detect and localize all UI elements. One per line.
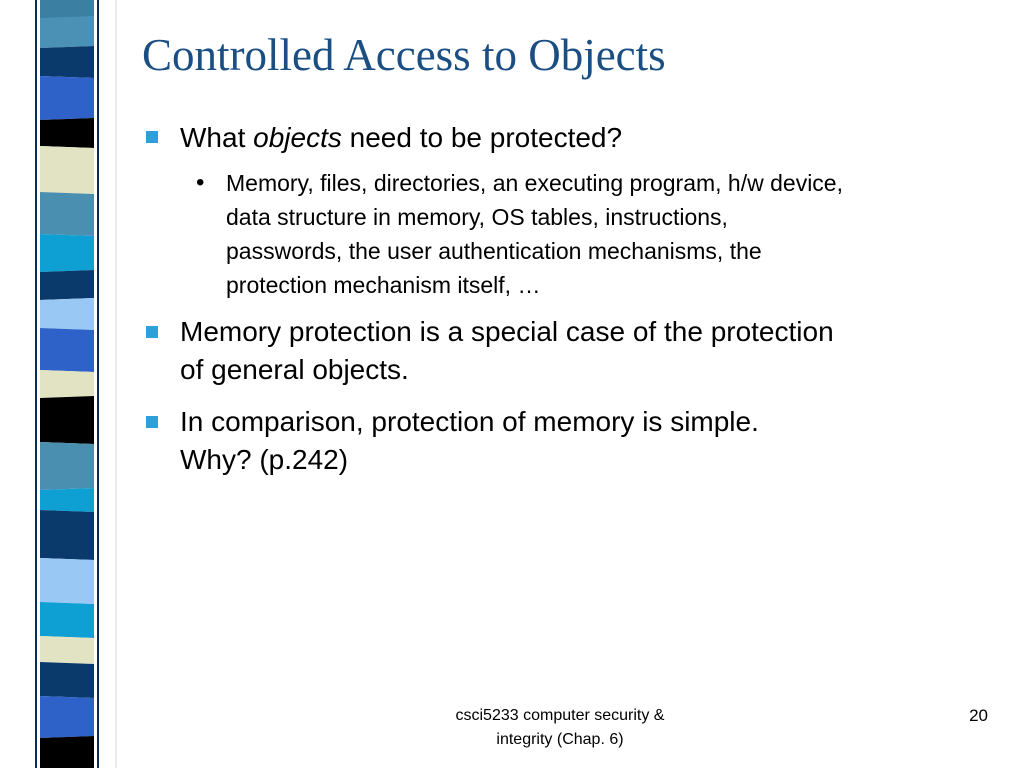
sub-bullet-marker: •	[196, 169, 205, 196]
footer-course-line: csci5233 computer security &	[455, 707, 665, 724]
slide-footer	[410, 704, 710, 752]
sub-bullet-line: data structure in memory, OS tables, instructions,	[226, 204, 728, 230]
sub-bullet-line: Memory, files, directories, an executing program, h/w device,	[226, 170, 843, 196]
sub-bullet-text	[226, 166, 1006, 302]
bullet-1-text	[180, 119, 622, 157]
bullet-1-pre: What	[180, 122, 254, 153]
page-number: 20	[969, 706, 988, 725]
square-bullet-icon	[146, 326, 158, 338]
sub-bullet-line: protection mechanism itself, …	[226, 272, 541, 298]
bullet-2-line: of general objects.	[180, 354, 409, 385]
bullet-1-post: need to be protected?	[341, 122, 623, 153]
bullet-1-emphasis: objects	[253, 122, 342, 153]
bullet-3-line: Why? (p.242)	[180, 444, 349, 475]
footer-course-line: integrity (Chap. 6)	[496, 731, 624, 748]
slide-title: Controlled Access to Objects	[142, 30, 666, 80]
bullet-3-text	[180, 403, 759, 479]
square-bullet-icon	[146, 416, 158, 428]
square-bullet-icon	[146, 131, 158, 143]
bullet-2-line: Memory protection is a special case of the protection	[180, 316, 834, 347]
bullet-3-line: In comparison, protection of memory is simple.	[180, 406, 759, 437]
sub-bullet-line: passwords, the user authentication mechanisms, the	[226, 238, 762, 264]
bullet-2-text	[180, 313, 834, 389]
